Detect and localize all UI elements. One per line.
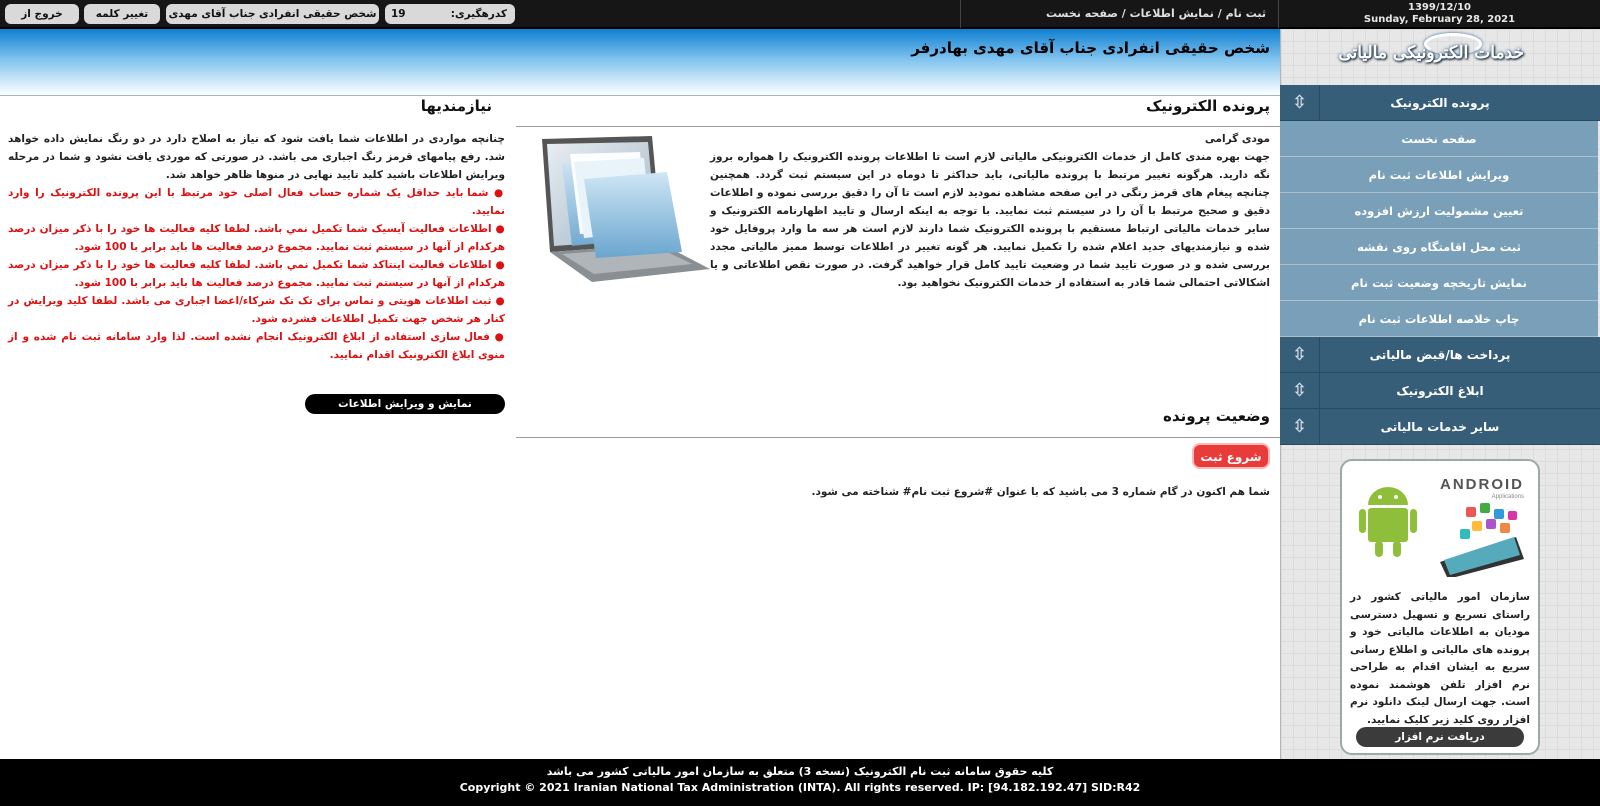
submenu-print-summary[interactable]: چاپ خلاصه اطلاعات ثبت نام xyxy=(1280,301,1598,337)
expand-collapse-icon xyxy=(1280,409,1320,444)
page-title: شخص حقیقی انفرادی جناب آقای مهدی بهادرفر xyxy=(911,39,1270,57)
requirement-item: ● ثبت اطلاعات هویتی و تماس برای تک تک شرکاء/اعضا اجباری می باشد. لطفا کلید ویرایش در کنار هر شخص جهت تکمیل اطلاعات فشرده شود. xyxy=(8,292,505,328)
menu-electronic-file[interactable] xyxy=(1280,85,1600,121)
download-app-button[interactable]: دریافت نرم افزار xyxy=(1356,727,1524,747)
english-date: Sunday, February 28, 2021 xyxy=(1363,14,1516,25)
section-divider xyxy=(516,126,1280,127)
requirements-text xyxy=(8,130,505,364)
android-app-promo xyxy=(1340,459,1540,755)
top-bar xyxy=(0,0,1600,28)
android-sub: Applications xyxy=(1491,494,1524,500)
submenu-edit-registration[interactable]: ویرایش اطلاعات ثبت نام xyxy=(1280,157,1598,193)
main-content xyxy=(0,29,1280,759)
tracking-code-value: 19 xyxy=(391,8,406,20)
status-divider xyxy=(516,437,1280,438)
date-box xyxy=(1278,0,1600,28)
requirement-item: ● اطلاعات فعالیت آیسیک شما تکمیل نمي باشد. لطفا کلیه فعالیت ها خود را با ذکر میزان درصد هرکدام از آنها در سیستم ثبت نمایید. مجموع درصد فعالیت ها باید برابر با 100 شود. xyxy=(8,220,505,256)
submenu-vat-eligibility[interactable]: تعیین مشمولیت ارزش افزوده xyxy=(1280,193,1598,229)
sidebar xyxy=(1280,29,1600,759)
breadcrumb: ثبت نام / نمایش اطلاعات / صفحه نخست xyxy=(1046,7,1266,20)
requirement-item: ● اطلاعات فعالیت اینتاکد شما تکمیل نمي باشد. لطفا کلیه فعالیت ها خود را با ذکر میزان درصد هرکدام از آنها در سیستم ثبت نمایید. مجموع درصد فعالیت ها باید برابر با 100 شود. xyxy=(8,256,505,292)
submenu-home[interactable]: صفحه نخست xyxy=(1280,121,1598,157)
file-status-heading: وضعیت پرونده xyxy=(1163,407,1270,425)
logo-text: خدمات الکترونیکی مالیاتی xyxy=(1338,43,1524,63)
footer-copyright: Copyright © 2021 Iranian National Tax Administration (INTA). All rights reserved. IP: [94.182.192.47] SID:R42 xyxy=(459,781,1141,794)
file-status-text: شما هم اکنون در گام شماره 3 می باشید که با عنوان #شروع ثبت نام# شناخته می شود. xyxy=(811,486,1270,498)
android-brand: ANDROID xyxy=(1440,476,1524,493)
menu-label: پرداخت ها/قبض مالیاتی xyxy=(1369,348,1511,362)
logout-button[interactable]: خروج از xyxy=(5,4,79,24)
laptop-folder-image xyxy=(532,134,712,284)
electronic-file-paragraph: جهت بهره مندی کامل از خدمات الکترونیکی مالیاتی لازم است تا اطلاعات پرونده الکترونیک را همواره بروز نگه دارید. هرگونه تغییر مرتبط با پرونده مالیاتی، باید حداکثر تا دوماه در این سیستم ثبت گردد. همچنین چنانچه پیغام های قرمز رنگی در این صفحه مشاهده نمودید لازم است تا آن را دقیق بررسی نموده و اطلاعات دقیق و صحیح مرتبط با آن را در سیستم ثبت نمایید. با توجه به اینکه ارسال و تایید اظهارنامه الکترونیک و سایر خدمات مالیاتی ارتباط مستقیم با پرونده الکترونیک شما دارند لازم است هر سه ما وارد پروفایل خود شده و نیازمندیهای جدید اعلام شده را تکمیل نمایید. هر گونه تغییر در اطلاعات توسط ممیز مالیاتی مجدد بررسی شده و در صورت تایید شما در وضعیت تایید کامل قرار خواهید گرفت. در صورت نقص اطلاعاتی و یا اشکالاتی احتمالی شما قادر به استفاده از خدمات الکترونیک نخواهید بود. xyxy=(710,151,1270,289)
electronic-file-heading: پرونده الکترونیک xyxy=(1145,97,1270,115)
footer-rights-fa: کلیه حقوق سامانه ثبت نام الکترونیک (نسخه 3) متعلق به سازمان امور مالیاتی کشور می باشد xyxy=(546,765,1054,778)
expand-collapse-icon xyxy=(1280,337,1320,372)
persian-date: 1399/12/10 xyxy=(1408,2,1471,13)
view-edit-info-button[interactable]: نمایش و ویرایش اطلاعات xyxy=(305,394,505,414)
android-app-image xyxy=(1348,467,1534,577)
expand-collapse-icon xyxy=(1280,373,1320,408)
submenu-status-history[interactable]: نمایش تاریخچه وضعیت ثبت نام xyxy=(1280,265,1598,301)
requirements-intro: چنانچه مواردی در اطلاعات شما یافت شود که نیاز به اصلاح دارد در دو رنگ نمایش داده خواهد شد. رفع پیامهای قرمز رنگ اجباری می باشد. در صورتی که موردی یافت نشود و شما در مرحله ویرایش اطلاعات باشید کلید تایید نهایی در منوها ظاهر خواهد شد. xyxy=(8,133,505,181)
greeting: مودی گرامی xyxy=(1204,133,1270,145)
tracking-code-label: کدرهگیری: xyxy=(450,8,507,20)
topbar-divider xyxy=(960,0,961,28)
tracking-code-box xyxy=(385,4,515,24)
start-registration-button[interactable]: شروع ثبت نام xyxy=(1192,443,1270,469)
tax-services-logo[interactable] xyxy=(1280,29,1600,85)
menu-other-services[interactable] xyxy=(1280,409,1600,445)
person-name-badge: شخص حقیقی انفرادی جناب آقای مهدی xyxy=(166,4,379,24)
menu-label: ابلاغ الکترونیک xyxy=(1396,384,1484,398)
submenu-residence-map[interactable]: ثبت محل اقامتگاه روی نقشه xyxy=(1280,229,1598,265)
footer xyxy=(0,759,1600,806)
menu-label: سایر خدمات مالیاتی xyxy=(1380,420,1500,434)
electronic-file-text xyxy=(710,130,1270,292)
menu-label: پرونده الکترونیک xyxy=(1390,96,1490,110)
requirement-item: ● شما باید حداقل یک شماره حساب فعال اصلی خود مرتبط با این پرونده الکترونیک را وارد نمایید. xyxy=(8,184,505,220)
change-password-button[interactable]: تغییر کلمه xyxy=(84,4,160,24)
requirements-heading: نیازمندیها xyxy=(420,97,492,115)
menu-payments[interactable] xyxy=(1280,337,1600,373)
menu-electronic-notice[interactable] xyxy=(1280,373,1600,409)
page-banner xyxy=(0,29,1280,96)
requirement-item: ● فعال سازی استفاده از ابلاغ الکترونیک انجام نشده است. لذا وارد سامانه ثبت نام شده و از منوی ابلاغ الکترونیک اقدام نمایید. xyxy=(8,328,505,364)
expand-collapse-icon xyxy=(1280,85,1320,120)
android-promo-text: سازمان امور مالیاتی کشور در راستای تسریع و تسهیل دسترسی مودیان به اطلاعات مالیاتی خود و پرونده های مالیاتی و اطلاع رسانی سریع به ایشان اقدام به طراحی نرم افزار تلفن هوشمند نموده است. جهت ارسال لینک دانلود نرم افزار روی کلید زیر کلیک نمایید. xyxy=(1350,591,1530,726)
